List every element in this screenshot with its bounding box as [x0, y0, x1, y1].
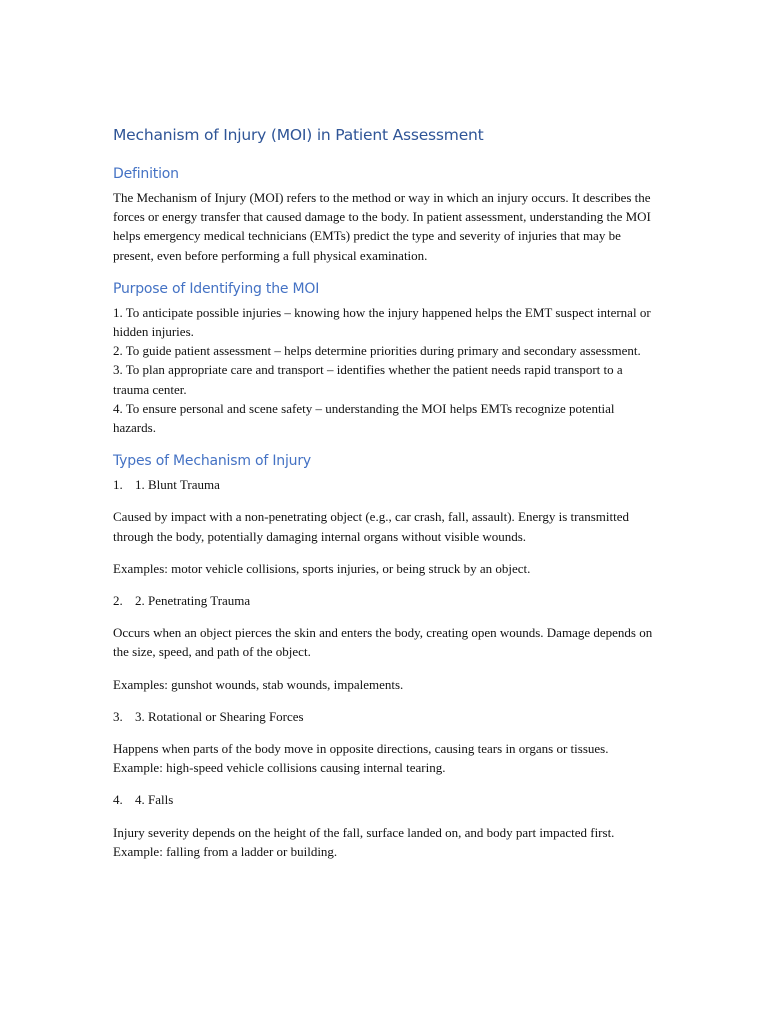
definition-heading: Definition — [113, 166, 179, 182]
types-list — [113, 475, 658, 861]
purpose-item: 3. To plan appropriate care and transport – identifies whether the patient needs rapid transport to a trauma center. — [113, 362, 623, 397]
type-number: 1. — [113, 477, 123, 493]
type-item-heading — [113, 591, 658, 610]
type-paragraph: Occurs when an object pierces the skin and enters the body, creating open wounds. Damage depends on the size, speed, and path of the object. — [113, 625, 653, 660]
type-label: 4. Falls — [135, 792, 174, 808]
type-label: 1. Blunt Trauma — [135, 477, 220, 493]
type-paragraph: Happens when parts of the body move in opposite directions, causing tears in organs or tissues. Example: high-speed vehicle collisions causing internal tearing. — [113, 741, 609, 776]
purpose-list — [113, 303, 658, 437]
document-page — [113, 124, 658, 874]
type-item-heading — [113, 790, 658, 809]
type-paragraph: Examples: motor vehicle collisions, sports injuries, or being struck by an object. — [113, 560, 531, 576]
types-heading: Types of Mechanism of Injury — [113, 453, 311, 470]
purpose-item: 2. To guide patient assessment – helps determine priorities during primary and secondary assessment. — [113, 343, 641, 359]
definition-text: The Mechanism of Injury (MOI) refers to the method or way in which an injury occurs. It describes the forces or energy transfer that caused damage to the body. In patient assessment, understanding the MOI helps emergency medical technicians (EMTs) predict the type and severity of injuries that may be present, even before performing a full physical examination. — [113, 190, 651, 263]
type-paragraph: Caused by impact with a non-penetrating object (e.g., car crash, fall, assault). Energy is transmitted through the body, potentially damaging internal organs without visible wounds. — [113, 509, 629, 544]
type-item-heading — [113, 707, 658, 726]
type-label: 2. Penetrating Trauma — [135, 593, 251, 609]
type-item-heading — [113, 475, 658, 494]
purpose-heading: Purpose of Identifying the MOI — [113, 280, 320, 297]
type-paragraph: Examples: gunshot wounds, stab wounds, impalements. — [113, 676, 404, 692]
type-number: 4. — [113, 792, 123, 808]
type-number: 2. — [113, 593, 123, 609]
type-paragraph: Injury severity depends on the height of the fall, surface landed on, and body part impacted first. Example: falling from a ladder or building. — [113, 824, 615, 859]
purpose-item: 4. To ensure personal and scene safety – understanding the MOI helps EMTs recognize potential hazards. — [113, 400, 615, 436]
type-label: 3. Rotational or Shearing Forces — [135, 708, 304, 724]
document-title: Mechanism of Injury (MOI) in Patient Assessment — [113, 126, 484, 144]
purpose-item: 1. To anticipate possible injuries – knowing how the injury happened helps the EMT suspect internal or hidden injuries. — [113, 304, 651, 340]
type-number: 3. — [113, 708, 123, 724]
